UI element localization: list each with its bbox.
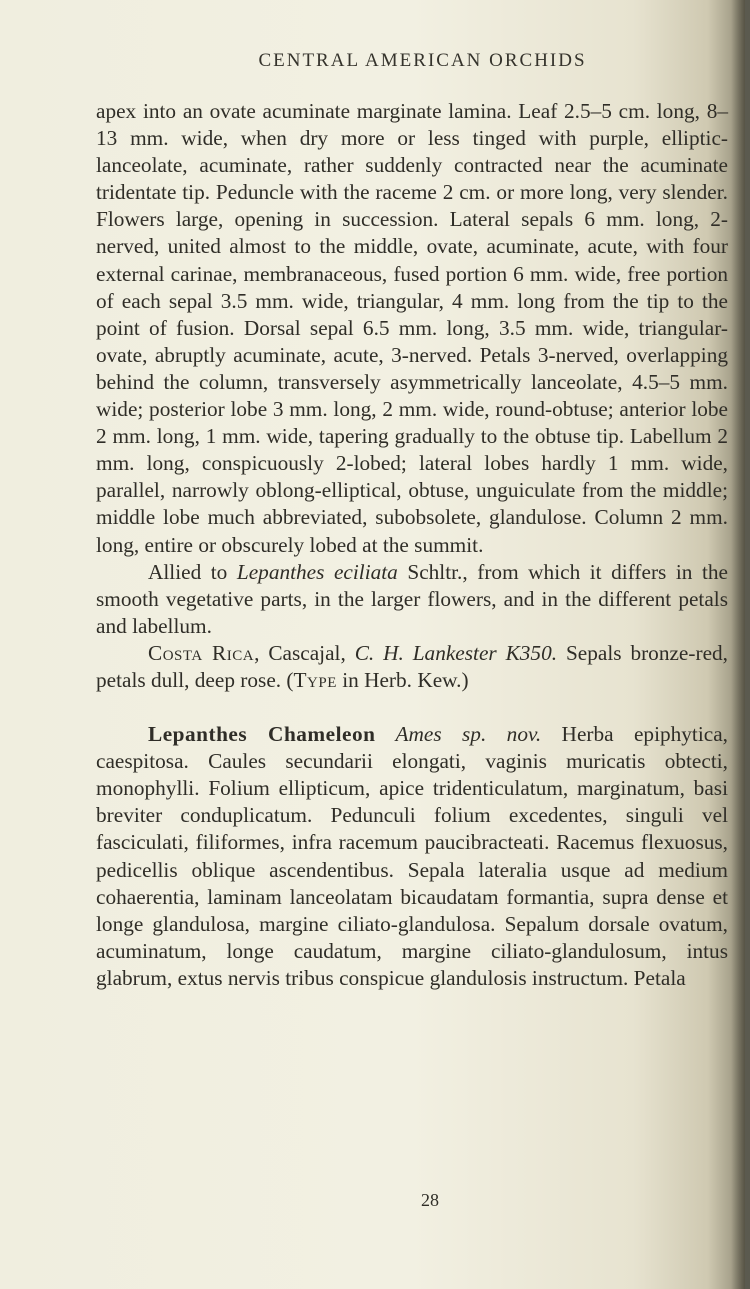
paragraph-gap (96, 694, 728, 721)
species-authority: Ames sp. nov. (375, 722, 542, 747)
specimen-herbarium: in Herb. Kew.) (336, 667, 469, 692)
specimen-paragraph (96, 640, 728, 694)
specimen-type-label: Type (293, 667, 337, 692)
specimen-locality: Costa Rica (148, 640, 255, 665)
new-species-paragraph (96, 721, 728, 992)
allied-species: Lepanthes eciliata (236, 559, 398, 584)
latin-description: Herba epiphytica, caespitosa. Caules secundarii elongati, vaginis muricatis obtecti, monophylli. Folium ellipticum, apice tridenticulatum, marginatum, basi breviter conduplicatum. Pedunculi folium excedentes, singuli vel fasciculati, filiformes, infra racemum paucibracteati. Racemus flexuosus, pedicellis oblique ascendentibus. Sepala lateralia usque ad medium cohaerentia, laminam lanceolatam bicaudatam formantia, supra dense et longe glandulosa, margine ciliato-glandulosa. Sepalum dorsale ovatum, acuminatum, longe caudatum, margine ciliato-glandulosum, intus glabrum, extus nervis tribus conspicue glandulosis instructum. Petala (96, 722, 728, 990)
allied-prefix: Allied to (148, 559, 237, 584)
page-gutter-shadow (731, 0, 745, 1289)
specimen-notes: Sepals bronze-red, petals dull, deep rose. ( (96, 640, 728, 692)
allied-paragraph (96, 559, 728, 640)
specimen-place: , Cascajal, (254, 640, 355, 665)
body-text (96, 98, 728, 992)
species-name: Lepanthes Chameleon (148, 722, 376, 747)
description-paragraph: apex into an ovate acuminate marginate lamina. Leaf 2.5–5 cm. long, 8–13 mm. wide, when dry more or less tinged with purple, elliptic-lanceolate, acuminate, rather suddenly contracted near the acuminate tridentate tip. Peduncle with the raceme 2 cm. or more long, very slender. Flowers large, opening in succession. Lateral sepals 6 mm. long, 2-nerved, united almost to the middle, ovate, acuminate, acute, with four external carinae, membranaceous, fused portion 6 mm. wide, free portion of each sepal 3.5 mm. wide, triangular, 4 mm. long from the tip to the point of fusion. Dorsal sepal 6.5 mm. long, 3.5 mm. wide, triangular-ovate, abruptly acuminate, acute, 3-nerved. Petals 3-nerved, overlapping behind the column, transversely asymmetrically lanceolate, 4.5–5 mm. wide; posterior lobe 3 mm. long, 2 mm. wide, round-obtuse; anterior lobe 2 mm. long, 1 mm. wide, tapering gradually to the obtuse tip. Labellum 2 mm. long, conspicuously 2-lobed; lateral lobes hardly 1 mm. wide, parallel, narrowly oblong-elliptical, obtuse, unguiculate from the middle; middle lobe much abbreviated, subobsolete, glandulose. Column 2 mm. long, entire or obscurely lobed at the summit. (96, 99, 728, 557)
allied-suffix: Schltr., from which it differs in the smooth vegetative parts, in the larger flowers, and in the different petals and labellum. (96, 559, 728, 638)
running-head: CENTRAL AMERICAN ORCHIDS (258, 50, 587, 71)
page-number: 28 (421, 1190, 439, 1210)
specimen-collector: C. H. Lankester K350. (354, 640, 558, 665)
